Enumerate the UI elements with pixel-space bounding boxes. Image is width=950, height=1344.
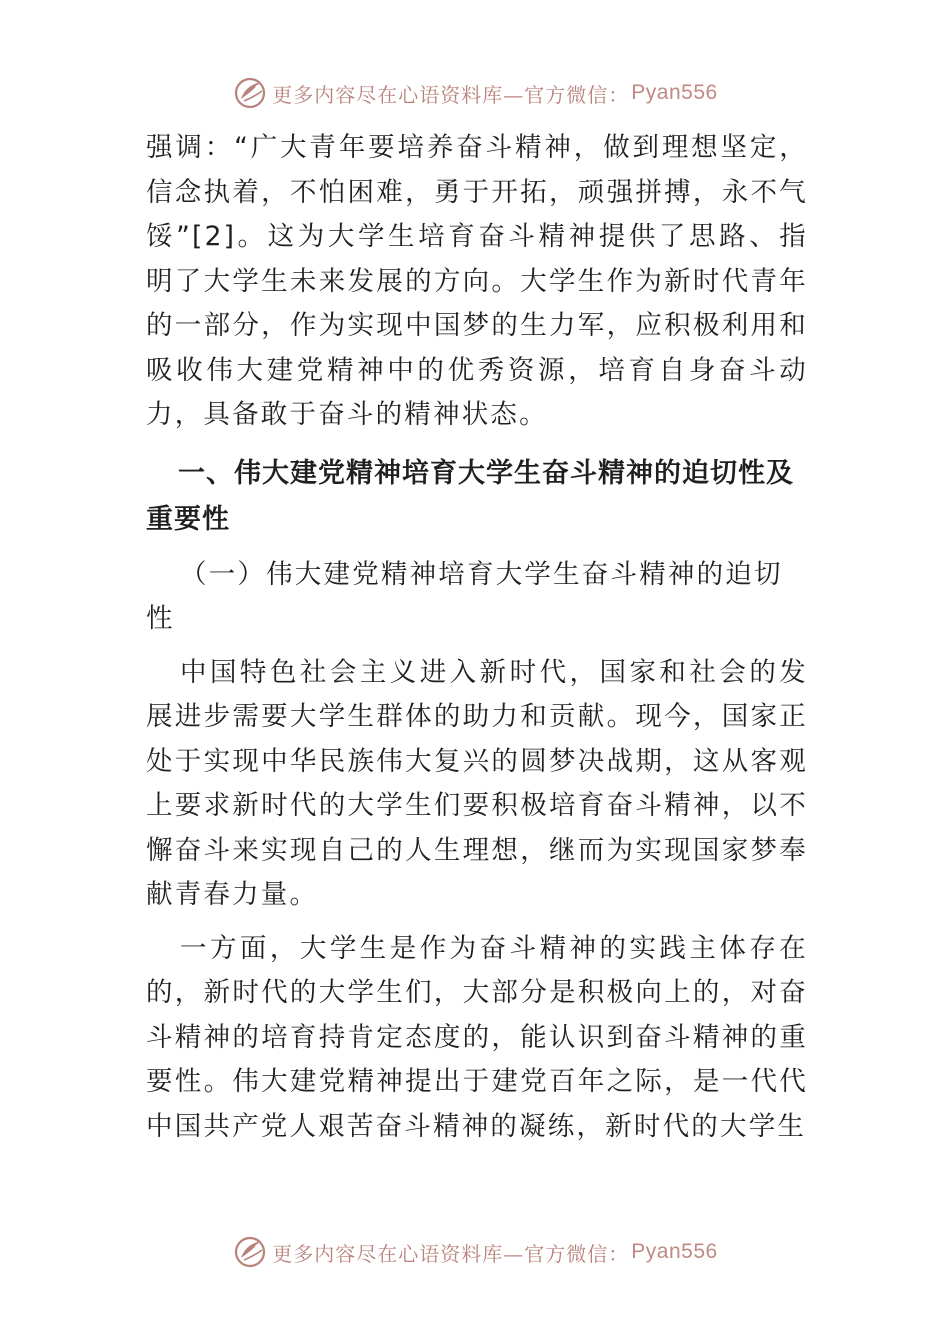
section-heading: 一、伟大建党精神培育大学生奋斗精神的迫切性及重要性 [146,457,794,535]
paragraph-continued: 强调：“广大青年要培养奋斗精神，做到理想坚定，信念执着，不怕困难，勇于开拓，顽强拼搏，永不气馁”[2]。这为大学生培育奋斗精神提供了思路、指明了大学生未来发展的方向。大学生作为新时代青年的一部分，作为实现中国梦的生力军，应积极利用和吸收伟大建党精神中的优秀资源，培育自身奋斗动力，具备敢于奋斗的精神状态。 [146,132,808,430]
watermark-logo-icon [232,1234,268,1270]
watermark-text: 更多内容尽在心语资料库—官方微信： [272,82,630,107]
paragraph: 一方面，大学生是作为奋斗精神的实践主体存在的，新时代的大学生们，大部分是积极向上的，对奋斗精神的培育持肯定态度的，能认识到奋斗精神的重要性。伟大建党精神提出于建党百年之际，是一代代中国共产党人艰苦奋斗精神的凝练，新时代的大学生 [146,932,808,1142]
watermark-banner-bottom [0,1232,950,1272]
document-body [146,126,808,1149]
watermark-text: 更多内容尽在心语资料库—官方微信： [272,1241,630,1266]
paragraph: 中国特色社会主义进入新时代，国家和社会的发展进步需要大学生群体的助力和贡献。现今，国家正处于实现中华民族伟大复兴的圆梦决战期，这从客观上要求新时代的大学生们要积极培育奋斗精神，以不懈奋斗来实现自己的人生理想，继而为实现国家梦奉献青春力量。 [146,656,808,910]
watermark-banner-top [0,73,950,113]
watermark-logo-icon [232,75,268,111]
watermark-wechat-id: Pyan556 [631,81,718,104]
watermark-wechat-id: Pyan556 [631,1240,718,1263]
subsection-heading: （一）伟大建党精神培育大学生奋斗精神的迫切性 [146,558,783,634]
